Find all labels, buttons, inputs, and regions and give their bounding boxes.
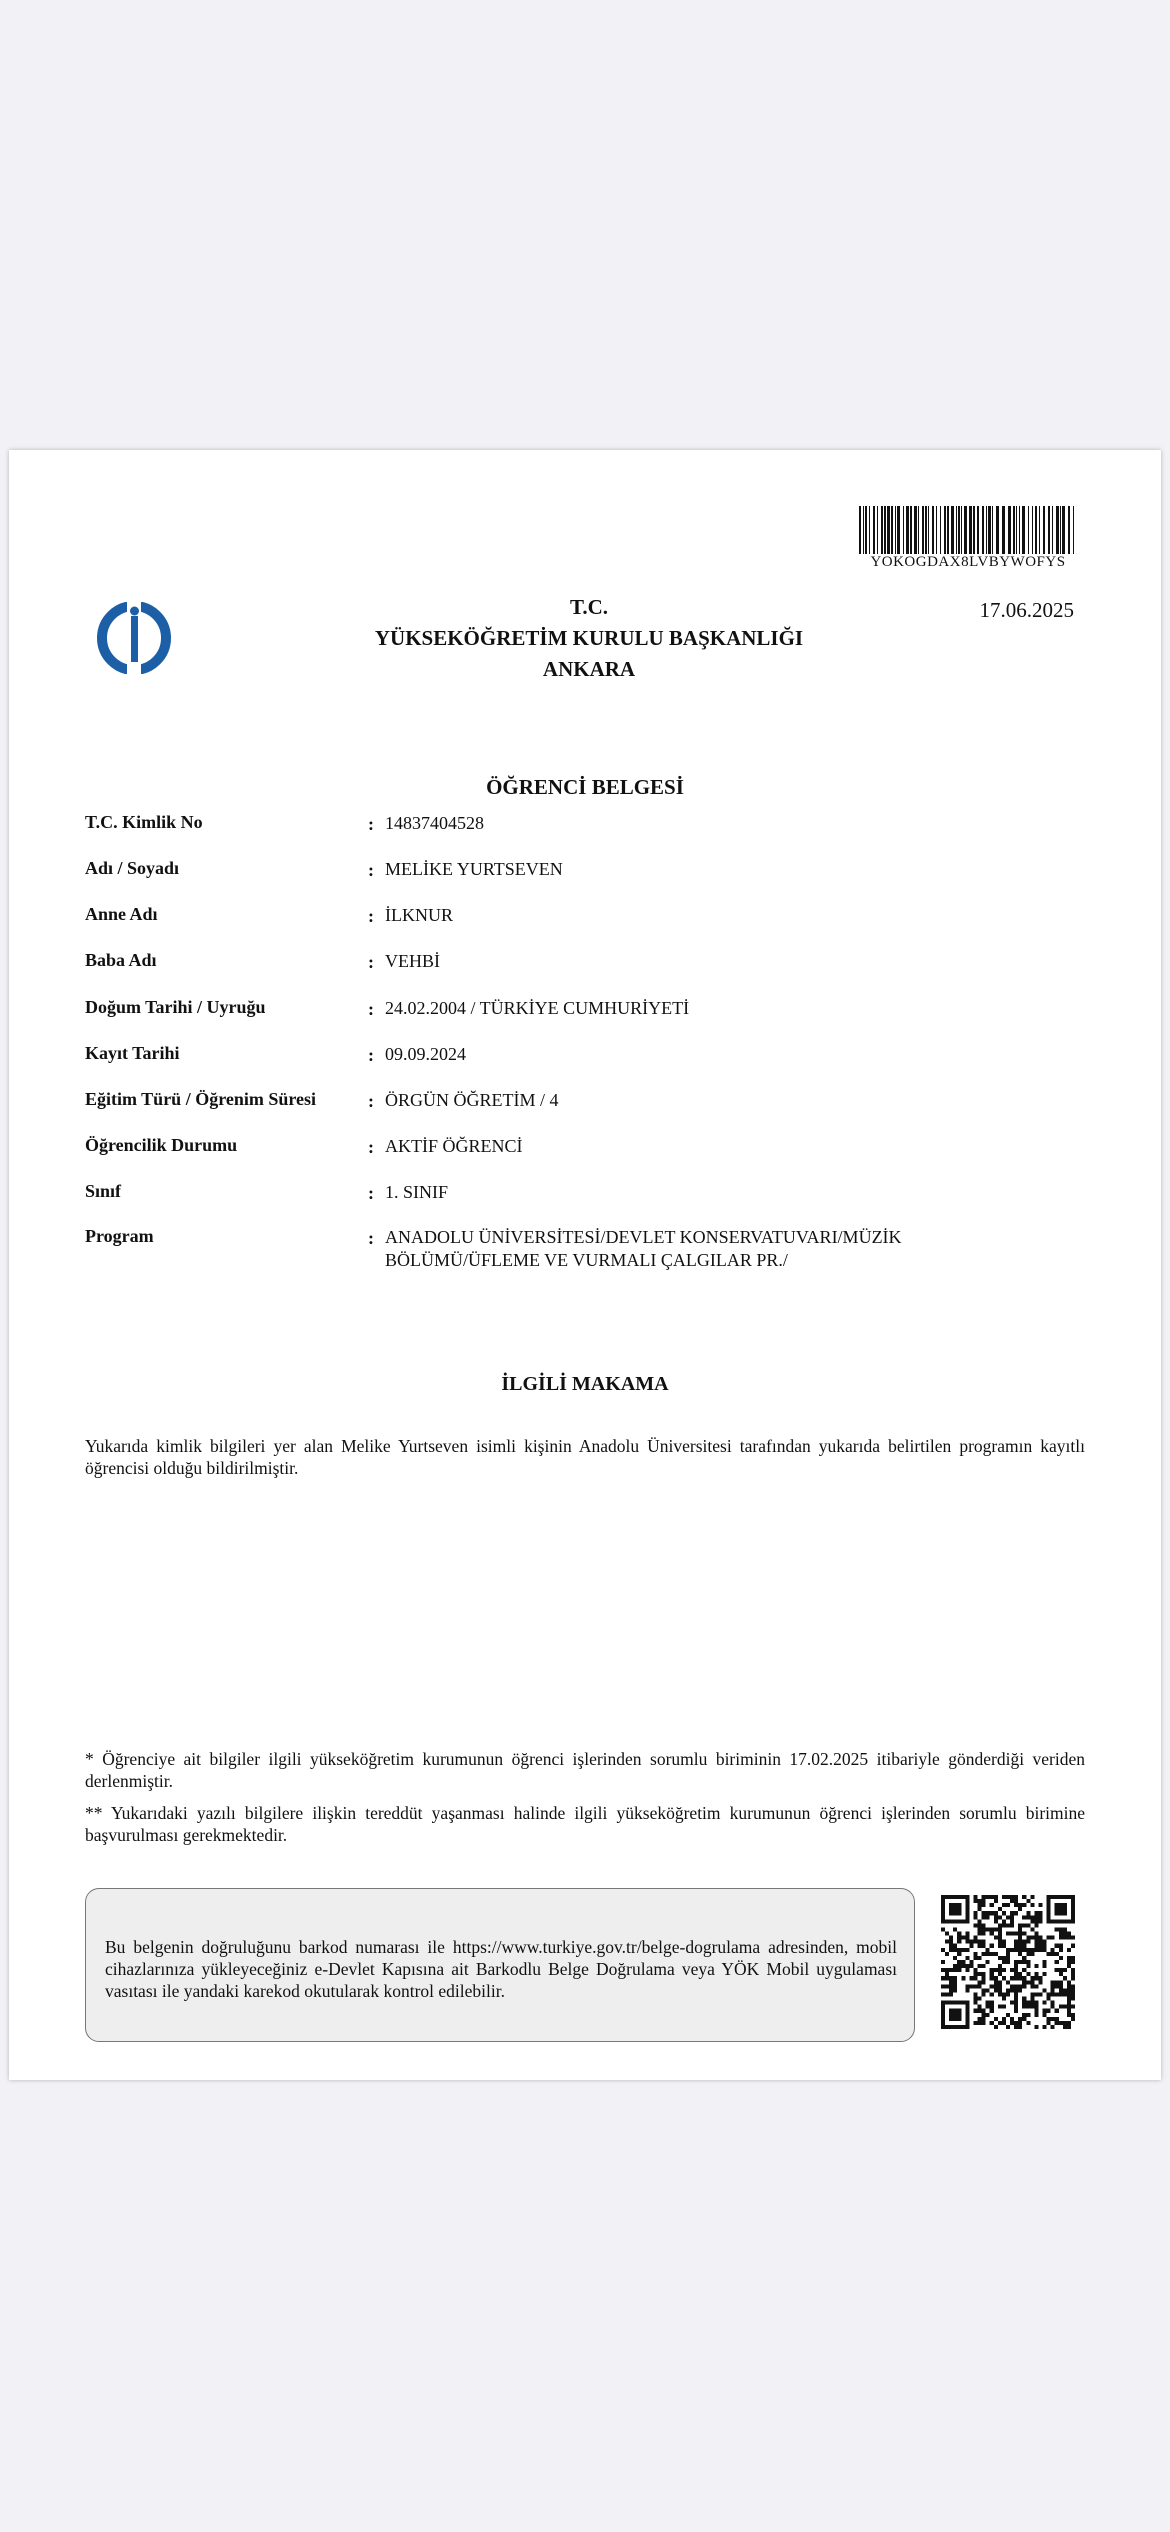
field-label: Sınıf [85, 1181, 122, 1201]
header-line-city: ANKARA [542, 657, 636, 681]
field-colon: : [368, 1183, 374, 1203]
field-colon: : [368, 906, 374, 926]
field-value: AKTİF ÖĞRENCİ [385, 1136, 523, 1156]
verification-box [85, 1888, 915, 2042]
field-colon: : [368, 860, 374, 880]
footnote-1: * Öğrenciye ait bilgiler ilgili yükseköğretim kurumunun öğrenci işlerinden sorumlu biriminin 17.02.2025 itibariyle gönderdiği veriden derlenmiştir. [85, 1749, 1085, 1791]
header-line-institution: YÜKSEKÖĞRETİM KURULU BAŞKANLIĞI [374, 626, 804, 650]
field-value: ÖRGÜN ÖĞRETİM / 4 [385, 1090, 559, 1110]
field-value: İLKNUR [385, 905, 453, 925]
field-colon: : [368, 952, 374, 972]
field-label: Doğum Tarihi / Uyruğu [85, 997, 266, 1017]
yok-logo-icon [94, 602, 174, 674]
document-page [9, 450, 1161, 2080]
field-colon: : [368, 999, 374, 1019]
barcode-icon [859, 506, 1077, 554]
field-value: 14837404528 [385, 813, 484, 833]
field-label: Kayıt Tarihi [85, 1043, 180, 1063]
field-value: VEHBİ [385, 951, 440, 971]
document-date: 17.06.2025 [979, 598, 1074, 622]
field-label: Öğrencilik Durumu [85, 1135, 238, 1155]
section-title: İLGİLİ MAKAMA [501, 1373, 669, 1395]
field-value: ANADOLU ÜNİVERSİTESİ/DEVLET KONSERVATUVARI/MÜZİK BÖLÜMÜ/ÜFLEME VE VURMALI ÇALGILAR PR./ [385, 1227, 902, 1270]
barcode-number: YOKOGDAX8LVBYWOFYS [870, 554, 1066, 570]
field-value: 1. SINIF [385, 1182, 449, 1202]
field-colon: : [368, 1045, 374, 1065]
field-label: Baba Adı [85, 950, 157, 970]
footnote-2: ** Yukarıdaki yazılı bilgilere ilişkin tereddüt yaşanması halinde ilgili yükseköğretim kurumunun öğrenci işlerinden sorumlu birimine başvurulması gerekmektedir. [85, 1803, 1085, 1845]
field-label: Eğitim Türü / Öğrenim Süresi [85, 1089, 317, 1109]
header-line-tc: T.C. [569, 595, 609, 619]
field-colon: : [368, 1091, 374, 1111]
field-value: MELİKE YURTSEVEN [385, 859, 563, 879]
field-label: Anne Adı [85, 904, 158, 924]
body-paragraph: Yukarıda kimlik bilgileri yer alan Melike Yurtseven isimli kişinin Anadolu Üniversitesi tarafından yukarıda belirtilen programın kayıtlı öğrencisi olduğu bildirilmiştir. [85, 1436, 1085, 1478]
field-label: T.C. Kimlik No [85, 812, 203, 832]
field-value: 24.02.2004 / TÜRKİYE CUMHURİYETİ [385, 998, 690, 1018]
field-label: Program [85, 1226, 154, 1246]
field-colon: : [368, 1137, 374, 1157]
qr-code-icon [941, 1895, 1075, 2029]
field-value: 09.09.2024 [385, 1044, 466, 1064]
field-colon: : [368, 814, 374, 834]
field-label: Adı / Soyadı [85, 858, 180, 878]
document-title: ÖĞRENCİ BELGESİ [486, 775, 684, 799]
issuer-header [309, 592, 869, 685]
field-colon: : [368, 1228, 374, 1248]
verification-text: Bu belgenin doğruluğunu barkod numarası ile https://www.turkiye.gov.tr/belge-dogrulama adresinden, mobil cihazlarınıza yükleyeceğiniz e-Devlet Kapısına ait Barkodlu Belge Doğrulama veya YÖK Mobil uygulaması vasıtası ile yandaki karekod okutularak kontrol edilebilir. [105, 1937, 897, 2001]
